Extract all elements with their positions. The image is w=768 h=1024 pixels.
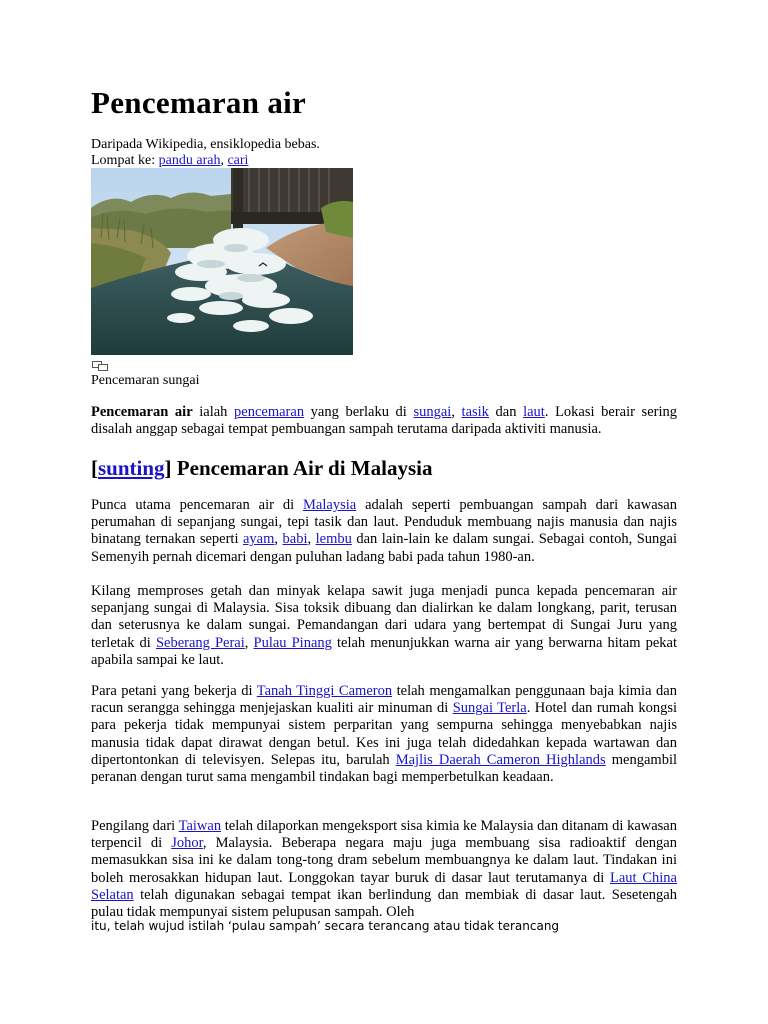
paragraph-2: Kilang memproses getah dan minyak kelapa sawit juga menjadi punca kepada pencemaran air sepanjang sungai di Malaysia. Sisa toksik dibuang dan dialirkan ke dalam longkang, parit, terusan dan seterusnya ke dalam sungai. Pemandangan dari udara yang bertempat di Sungai Juru yang terletak di Seberang Perai, Pulau Pinang telah menunjukkan warna air yang berwarna hitam pekat apabila sampai ke laut. bbox=[91, 583, 677, 668]
link-majlis-daerah[interactable]: Majlis Daerah Cameron Highlands bbox=[395, 751, 606, 768]
link-laut-china-selatan[interactable]: Laut China Selatan bbox=[91, 869, 677, 903]
link-babi[interactable]: babi bbox=[282, 531, 308, 548]
intro-term: Pencemaran air bbox=[91, 404, 193, 420]
article-meta bbox=[91, 137, 320, 169]
link-johor[interactable]: Johor bbox=[171, 835, 203, 852]
link-ayam[interactable]: ayam bbox=[243, 531, 275, 548]
paragraph-4: Pengilang dari Taiwan telah dilaporkan mengeksport sisa kimia ke Malaysia dan ditanam di kawasan terpencil di Johor, Malaysia. Beberapa negara maju juga membuang sisa radioaktif dengan memasukkan sisa ini ke dalam tong-tong dram sebelum membuangnya ke dalam laut. Tindakan ini boleh merosakkan hidupan laut. Longgokan tayar buruk di dasar laut terutamanya di Laut China Selatan telah digunakan sebagai tempat ikan berlindung dan membiak di dasar laut. Sesetengah pulau tidak mempunyai sistem pelupusan sampah. Oleh bbox=[91, 818, 677, 921]
edit-section-link[interactable]: sunting bbox=[98, 456, 165, 480]
link-sungai[interactable]: sungai bbox=[413, 404, 452, 420]
magnify-clip-icon[interactable] bbox=[92, 361, 108, 371]
intro-paragraph: Pencemaran air ialah pencemaran yang berlaku di sungai, tasik dan laut. Lokasi berair sering disalah anggap sebagai tempat pembuangan sampah terutama daripada aktiviti manusia. bbox=[91, 404, 677, 438]
link-pencemaran[interactable]: pencemaran bbox=[234, 404, 305, 420]
link-pulau-pinang[interactable]: Pulau Pinang bbox=[253, 634, 332, 651]
link-taiwan[interactable]: Taiwan bbox=[178, 818, 222, 834]
page-title: Pencemaran air bbox=[91, 85, 307, 120]
paragraph-3: Para petani yang bekerja di Tanah Tinggi Cameron telah mengamalkan penggunaan baja kimia dan racun serangga sehingga menjejaskan kualiti air minuman di Sungai Terla. Hotel dan rumah kongsi para pekerja tidak mempunyai sistem perparitan yang sempurna sehingga menyebabkan najis manusia tidak dapat dirawat dengan betul. Kes ini juga telah didedahkan kepada wartawan dan dipertontonkan di televisyen. Selepas itu, barulah Majlis Daerah Cameron Highlands mengambil peranan dengan turut sama mengambil tindakan bagi memperbetulkan keadaan. bbox=[91, 683, 677, 786]
link-sungai-terla[interactable]: Sungai Terla bbox=[452, 700, 527, 717]
image-caption: Pencemaran sungai bbox=[91, 373, 200, 388]
jump-search-link[interactable]: cari bbox=[227, 153, 249, 168]
link-tanah-tinggi-cameron[interactable]: Tanah Tinggi Cameron bbox=[256, 683, 393, 699]
jump-nav-link[interactable]: pandu arah bbox=[158, 153, 221, 168]
section-heading: [sunting] Pencemaran Air di Malaysia bbox=[91, 456, 433, 480]
link-laut[interactable]: laut bbox=[523, 404, 545, 420]
site-sub: Daripada Wikipedia, ensiklopedia bebas. bbox=[91, 137, 320, 152]
link-tasik[interactable]: tasik bbox=[461, 404, 489, 420]
link-lembu[interactable]: lembu bbox=[315, 531, 352, 548]
link-seberang-perai[interactable]: Seberang Perai bbox=[155, 634, 245, 651]
paragraph-1: Punca utama pencemaran air di Malaysia adalah seperti pembuangan sampah dari kawasan perumahan di sepanjang sungai, tepi tasik dan laut. Penduduk membuang najis manusia dan najis binatang ternakan seperti ayam, babi, lembu dan lain-lain ke dalam sungai. Sebagai contoh, Sungai Semenyih pernah dicemari dengan puluhan ladang babi pada tahun 1980-an. bbox=[91, 497, 677, 565]
paragraph-4-tail: itu, telah wujud istilah ‘pulau sampah’ secara terancang atau tidak terancang bbox=[91, 919, 560, 933]
jump-to: Lompat ke: pandu arah, cari bbox=[91, 153, 249, 168]
link-malaysia[interactable]: Malaysia bbox=[303, 497, 357, 513]
river-pollution-image[interactable] bbox=[91, 168, 353, 355]
jump-prefix: Lompat ke: bbox=[91, 153, 159, 168]
